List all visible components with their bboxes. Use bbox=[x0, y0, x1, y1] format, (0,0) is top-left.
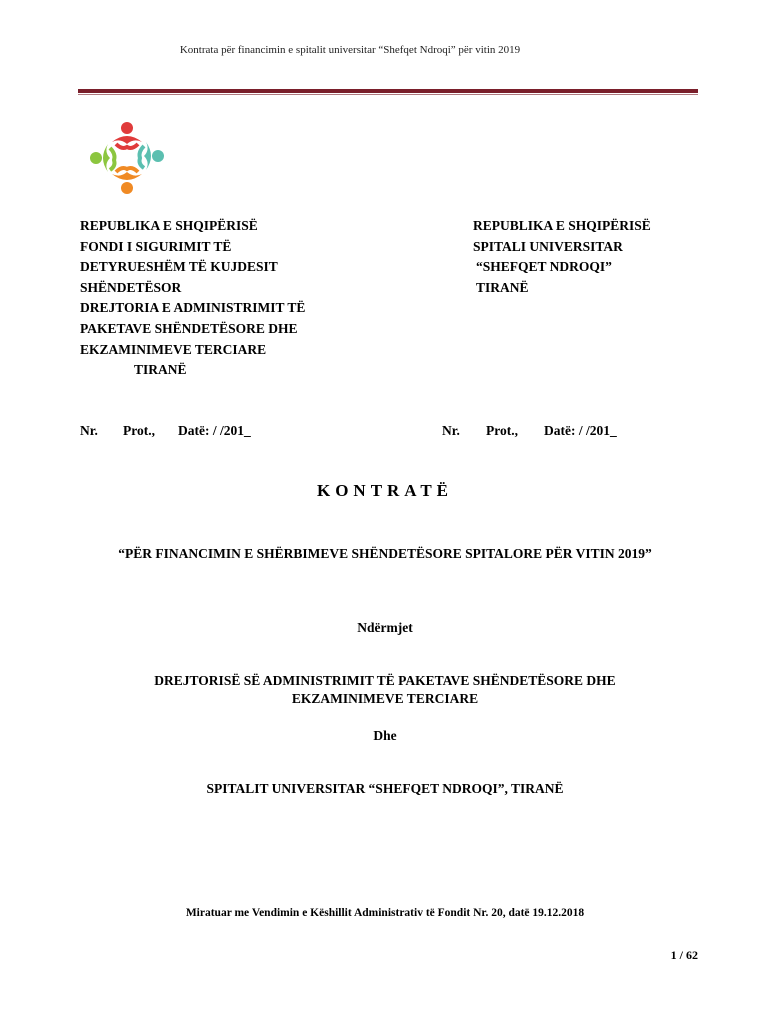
between-label: Ndërmjet bbox=[357, 620, 413, 635]
and-label: Dhe bbox=[373, 728, 397, 743]
protocol-right-nr: Nr. bbox=[442, 423, 460, 438]
issuer-line: SPITALI UNIVERSITAR bbox=[473, 238, 623, 254]
party1-line2: EKZAMINIMEVE TERCIARE bbox=[291, 691, 479, 706]
left-issuer-block bbox=[80, 216, 370, 381]
issuer-line: PAKETAVE SHËNDETËSORE DHE bbox=[80, 320, 298, 336]
issuer-line: FONDI I SIGURIMIT TË bbox=[80, 238, 232, 254]
issuer-line: DREJTORIA E ADMINISTRIMIT TË bbox=[80, 300, 306, 316]
issuer-line: EKZAMINIMEVE TERCIARE bbox=[80, 341, 267, 357]
document-subtitle: “PËR FINANCIMIN E SHËRBIMEVE SHËNDETËSORE SPITALORE PËR VITIN 2019” bbox=[118, 546, 652, 561]
party1-line1: DREJTORISË SË ADMINISTRIMIT TË PAKETAVE SHËNDETËSORE DHE bbox=[154, 673, 616, 688]
issuer-line: “SHEFQET NDROQI” bbox=[476, 259, 612, 275]
issuer-line: REPUBLIKA E SHQIPËRISË bbox=[473, 218, 651, 233]
hands-circle-logo-icon bbox=[86, 120, 168, 196]
document-title: KONTRATË bbox=[316, 481, 454, 500]
approval-note: Miratuar me Vendimin e Këshillit Administrativ të Fondit Nr. 20, datë 19.12.2018 bbox=[185, 907, 585, 919]
protocol-right-prot: Prot., bbox=[486, 423, 518, 438]
protocol-left-prot: Prot., bbox=[123, 423, 155, 438]
running-header: Kontrata për financimin e spitalit universitar “Shefqet Ndroqi” për vitin 2019 bbox=[179, 44, 521, 56]
page-number: 1 / 62 bbox=[670, 948, 698, 962]
issuer-line: DETYRUESHËM TË KUJDESIT bbox=[80, 259, 278, 275]
header-rule-thin bbox=[78, 94, 698, 95]
protocol-left-date: Datë: / /201_ bbox=[178, 423, 251, 438]
party2-line: SPITALIT UNIVERSITAR “SHEFQET NDROQI”, TIRANË bbox=[206, 781, 564, 796]
right-issuer-block bbox=[473, 216, 713, 298]
issuer-line: REPUBLIKA E SHQIPËRISË bbox=[80, 218, 258, 233]
protocol-left-nr: Nr. bbox=[80, 423, 98, 438]
protocol-right-date: Datë: / /201_ bbox=[544, 423, 617, 438]
issuer-line: TIRANË bbox=[476, 279, 529, 295]
issuer-city: TIRANË bbox=[134, 362, 187, 378]
issuer-line: SHËNDETËSOR bbox=[80, 279, 182, 295]
header-rule bbox=[78, 89, 698, 93]
